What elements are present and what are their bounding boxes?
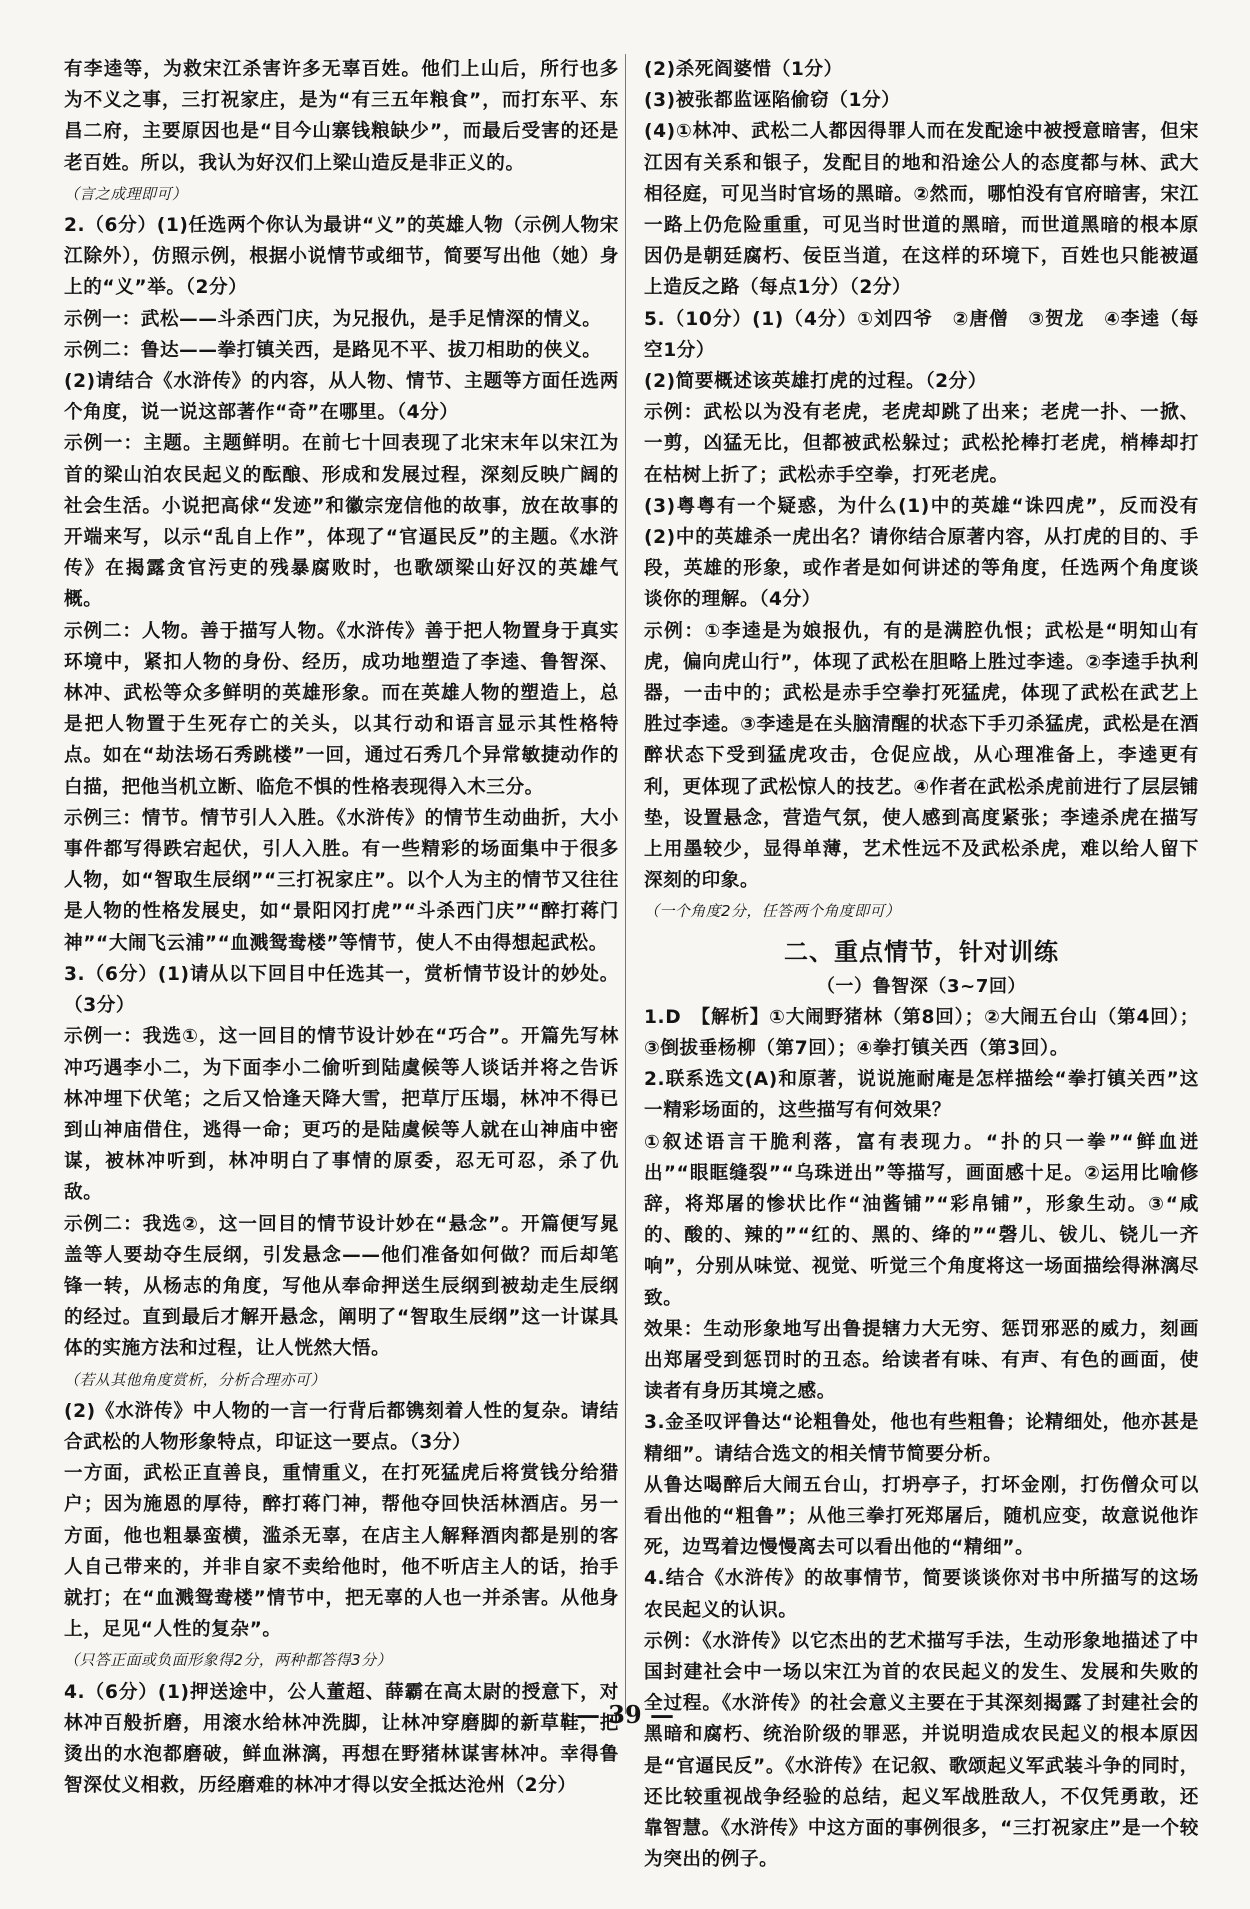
answer-paragraph: 从鲁达喝醉后大闹五台山，打坍亭子，打坏金刚，打伤僧众可以看出他的“粗鲁”；从他三拳打死郑屠后，随机应变，故意说他诈死，边骂着边慢慢离去可以看出他的“精细”。 bbox=[644, 1474, 1199, 1559]
answer-paragraph: 示例：《水浒传》以它杰出的艺术描写手法，生动形象地描述了中国封建社会中一场以宋江为首的农民起义的发生、发展和失败的全过程。《水浒传》的社会意义主要在于其深刻揭露了封建社会的黑暗和腐朽、统治阶级的罪恶，并说明造成农民起义的根本原因是“官逼民反”。《水浒传》在记叙、歌颂起义军武装斗争的同时，还比较重视战争经验的总结，起义军战胜敌人，不仅凭勇敢，还靠智慧。《水浒传》中这方面的事例很多，“三打祝家庄”是一个较为突出的例子。 bbox=[644, 1630, 1199, 1871]
answer-paragraph: 3.（6分）(1)请从以下回目中任选其一，赏析情节设计的妙处。（3分） bbox=[64, 963, 619, 1017]
scoring-note: （言之成理即可） bbox=[64, 184, 188, 203]
scoring-note: （若从其他角度赏析，分析合理亦可） bbox=[64, 1370, 326, 1389]
answer-paragraph: 示例二：人物。善于描写人物。《水浒传》善于把人物置身于真实环境中，紧扣人物的身份、经历，成功地塑造了李逵、鲁智深、林冲、武松等众多鲜明的英雄形象。而在英雄人物的塑造上，总是把人物置于生死存亡的关头，以其行动和语言显示其性格特点。如在“劫法场石秀跳楼”一回，通过石秀几个异常敏捷动作的白描，把他当机立断、临危不惧的性格表现得入木三分。 bbox=[64, 620, 619, 798]
left-column bbox=[64, 54, 619, 1801]
answer-paragraph: 示例二：鲁达——拳打镇关西，是路见不平、拔刀相助的侠义。 bbox=[64, 339, 602, 361]
answer-paragraph: (2)杀死阎婆惜（1分） bbox=[644, 59, 843, 80]
answer-paragraph: 4.（6分）(1)押送途中，公人董超、薛霸在高太尉的授意下，对林冲百般折磨，用滚水给林冲洗脚，让林冲穿磨脚的新草鞋，把烫出的水泡都磨破，鲜血淋漓，再想在野猪林谋害林冲。幸得鲁智深仗义相救，历经磨难的林冲才得以安全抵达沧州（2分） bbox=[64, 1681, 619, 1797]
answer-paragraph: 示例二：我选②，这一回目的情节设计妙在“悬念”。开篇便写晁盖等人要劫夺生辰纲，引发悬念——他们准备如何做？而后却笔锋一转，从杨志的角度，写他从奉命押送生辰纲到被劫走生辰纲的经过。直到最后才解开悬念，阐明了“智取生辰纲”这一计谋具体的实施方法和过程，让人恍然大悟。 bbox=[64, 1213, 619, 1360]
answer-paragraph: 有李逵等，为救宋江杀害许多无辜百姓。他们上山后，所行也多为不义之事，三打祝家庄，是为“有三五年粮食”，而打东平、东昌二府，主要原因也是“目今山寨钱粮缺少”，而最后受害的还是老百姓。所以，我认为好汉们上梁山造反是非正义的。 bbox=[64, 59, 619, 174]
subsection-title: （一）鲁智深（3~7回） bbox=[816, 975, 1027, 997]
answer-paragraph: 示例：①李逵是为娘报仇，有的是满腔仇恨；武松是“明知山有虎，偏向虎山行”，体现了武松在胆略上胜过李逵。②李逵手执利器，一击中的；武松是赤手空拳打死猛虎，体现了武松在武艺上胜过李逵。③李逵是在头脑清醒的状态下手刃杀猛虎，武松是在酒醉状态下受到猛虎攻击，仓促应战，从心理准备上，李逵更有利，更体现了武松惊人的技艺。④作者在武松杀虎前进行了层层铺垫，设置悬念，营造气氛，使人感到高度紧张；李逵杀虎在描写上用墨较少，显得单薄，艺术性远不及武松杀虎，难以给人留下深刻的印象。 bbox=[644, 620, 1199, 892]
answer-paragraph: 示例一：武松——斗杀西门庆，为兄报仇，是手足情深的情义。 bbox=[64, 308, 602, 330]
section-title: 二、重点情节，针对训练 bbox=[784, 937, 1059, 966]
scoring-note: （只答正面或负面形象得2分，两种都答得3分） bbox=[64, 1651, 392, 1670]
answer-paragraph: (3)被张都监诬陷偷窃（1分） bbox=[644, 90, 901, 112]
column-divider bbox=[625, 54, 626, 1714]
answer-paragraph: 一方面，武松正直善良，重情重义，在打死猛虎后将赏钱分给猎户；因为施恩的厚待，醉打蒋门神，帮他夺回快活林酒店。另一方面，他也粗暴蛮横，滥杀无辜，在店主人解释酒肉都是别的客人自己带来的，并非自家不卖给他时，他不听店主人的话，抬手就打；在“血溅鸳鸯楼”情节中，把无辜的人也一并杀害。从他身上，足见“人性的复杂”。 bbox=[64, 1463, 619, 1641]
answer-paragraph: 示例一：我选①，这一回目的情节设计妙在“巧合”。开篇先写林冲巧遇李小二，为下面李小二偷听到陆虞候等人谈话并将之告诉林冲埋下伏笔；之后又恰逢天降大雪，把草厅压塌，林冲不得已到山神庙借住，逃得一命；更巧的是陆虞候等人就在山神庙中密谋，被林冲听到，林冲明白了事情的原委，忍无可忍，杀了仇敌。 bbox=[64, 1026, 619, 1204]
answer-paragraph: 示例一：主题。主题鲜明。在前七十回表现了北宋末年以宋江为首的梁山泊农民起义的酝酿、形成和发展过程，深刻反映广阔的社会生活。小说把高俅“发迹”和徽宗宠信他的故事，放在故事的开端来写，以示“乱自上作”，体现了“官逼民反”的主题。《水浒传》在揭露贪官污吏的残暴腐败时，也歌颂梁山好汉的英雄气概。 bbox=[64, 433, 619, 611]
scoring-note: （一个角度2分，任答两个角度即可） bbox=[644, 902, 901, 921]
answer-paragraph: (2)《水浒传》中人物的一言一行背后都镌刻着人性的复杂。请结合武松的人物形象特点，印证这一要点。（3分） bbox=[64, 1400, 619, 1453]
answer-paragraph: (2)请结合《水浒传》的内容，从人物、情节、主题等方面任选两个角度，说一说这部著作“奇”在哪里。（4分） bbox=[64, 371, 619, 424]
right-column bbox=[644, 54, 1199, 1875]
answer-paragraph: (2)简要概述该英雄打虎的过程。（2分） bbox=[644, 371, 988, 393]
answer-paragraph: 示例：武松以为没有老虎，老虎却跳了出来；老虎一扑、一掀、一剪，凶猛无比，但都被武松躲过；武松抡棒打老虎，梢棒却打在枯树上折了；武松赤手空拳，打死老虎。 bbox=[644, 402, 1199, 486]
answer-paragraph: 5.（10分）(1)（4分）①刘四爷 ②唐僧 ③贺龙 ④李逵（每空1分） bbox=[644, 308, 1199, 361]
answer-paragraph: 1.D 【解析】①大闹野猪林（第8回）；②大闹五台山（第4回）；③倒拔垂杨柳（第7回）；④拳打镇关西（第3回）。 bbox=[644, 1006, 1199, 1059]
answer-paragraph: (3)粤粤有一个疑惑，为什么(1)中的英雄“诛四虎”，反而没有(2)中的英雄杀一虎出名？请你结合原著内容，从打虎的目的、手段，英雄的形象，或作者是如何讲述的等角度，任选两个角度谈谈你的理解。（4分） bbox=[644, 495, 1199, 611]
answer-paragraph: (4)①林冲、武松二人都因得罪人而在发配途中被授意暗害，但宋江因有关系和银子，发配目的地和沿途公人的态度都与林、武大相径庭，可见当时官场的黑暗。②然而，哪怕没有官府暗害，宋江一路上仍危险重重，可见当时世道的黑暗，而世道黑暗的根本原因仍是朝廷腐朽、佞臣当道，在这样的环境下，百姓也只能被逼上造反之路（每点1分）（2分） bbox=[644, 121, 1199, 299]
answer-paragraph: 3.金圣叹评鲁达“论粗鲁处，他也有些粗鲁；论精细处，他亦甚是精细”。请结合选文的相关情节简要分析。 bbox=[644, 1412, 1199, 1465]
answer-paragraph: 效果：生动形象地写出鲁提辖力大无穷、惩罚邪恶的威力，刻画出郑屠受到惩罚时的丑态。给读者有味、有声、有色的画面，使读者有身历其境之感。 bbox=[644, 1318, 1199, 1403]
page-number: — 39 — bbox=[575, 1700, 675, 1729]
answer-paragraph: ①叙述语言干脆利落，富有表现力。“扑的只一拳”“鲜血迸出”“眼眶缝裂”“乌珠迸出”等描写，画面感十足。②运用比喻修辞，将郑屠的惨状比作“油酱铺”“彩帛铺”，形象生动。③“咸的、酸的、辣的”“红的、黑的、绛的”“磬儿、钹儿、铙儿一齐响”，分别从味觉、视觉、听觉三个角度将这一场面描绘得淋漓尽致。 bbox=[644, 1131, 1199, 1309]
answer-paragraph: 示例三：情节。情节引人入胜。《水浒传》的情节生动曲折，大小事件都写得跌宕起伏，引人入胜。有一些精彩的场面集中于很多人物，如“智取生辰纲”“三打祝家庄”。以个人为主的情节又往往是人物的性格发展史，如“景阳冈打虎”“斗杀西门庆”“醉打蒋门神”“大闹飞云浦”“血溅鸳鸯楼”等情节，使人不由得想起武松。 bbox=[64, 807, 619, 954]
answer-paragraph: 4.结合《水浒传》的故事情节，简要谈谈你对书中所描写的这场农民起义的认识。 bbox=[644, 1568, 1199, 1621]
answer-paragraph: 2.联系选文(A)和原著，说说施耐庵是怎样描绘“拳打镇关西”这一精彩场面的，这些描写有何效果？ bbox=[644, 1069, 1199, 1122]
answer-paragraph: 2.（6分）(1)任选两个你认为最讲“义”的英雄人物（示例人物宋江除外），仿照示例，根据小说情节或细节，简要写出他（她）身上的“义”举。（2分） bbox=[64, 215, 619, 299]
